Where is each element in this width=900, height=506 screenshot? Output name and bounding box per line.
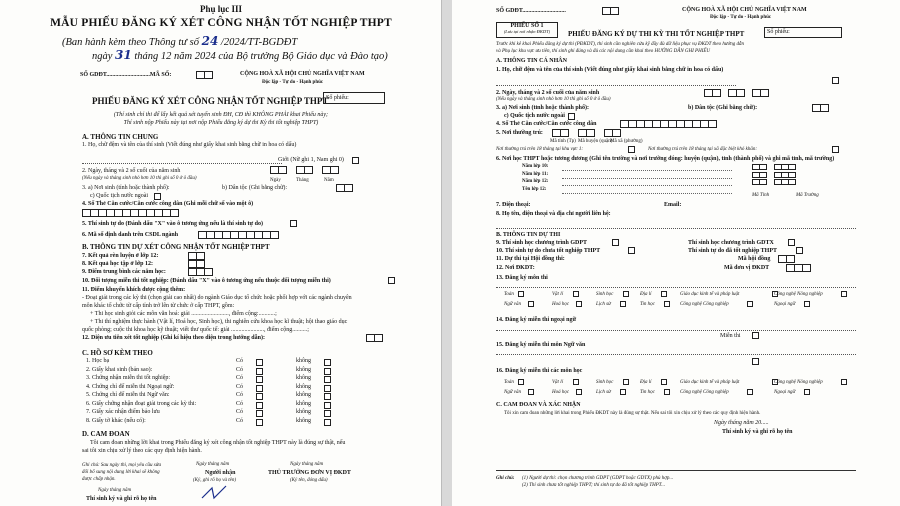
- phieu-so-label: PHIẾU SỐ 1: [510, 23, 544, 29]
- r-sign-title: Thí sinh ký và ghi rõ họ tên: [722, 429, 793, 435]
- q8-label: 8. Kết quả học tập ở lớp 12:: [82, 261, 153, 267]
- register-subject-label: Công nghệ Công nghiệp: [680, 302, 729, 307]
- register-subject-box[interactable]: [518, 291, 524, 297]
- school-year-line[interactable]: [562, 170, 732, 171]
- q11-line-b: môn khác tổ chức từ cấp tỉnh trở lên từ chức ở cấp THPT, gồm:: [82, 303, 235, 309]
- register-subject-label: Hoá học: [552, 302, 570, 307]
- date-line-3: Ngày tháng năm: [98, 488, 132, 493]
- attachment-khong-box[interactable]: [324, 385, 331, 392]
- r-footer-rule: [496, 470, 856, 471]
- school-code-boxes[interactable]: [752, 172, 795, 178]
- register-subject-box[interactable]: [623, 291, 629, 297]
- r-intro-2: và Phụ lục khu vực ưu tiên, thí sinh ghi đúng và đủ các nội dung cần khai theo HƯỚNG DẪN GHI PHIẾU: [496, 49, 711, 54]
- q1-line[interactable]: [82, 163, 282, 164]
- r-dbkk-box[interactable]: [832, 146, 839, 153]
- r-residence-boxes[interactable]: [552, 129, 620, 137]
- r-q3b: b) Dân tộc (Ghi bằng chữ):: [688, 105, 758, 111]
- q11-line-a: - Đoạt giải trong các kỳ thi (chọn giải cao nhất) do ngành Giáo dục tổ chức hoặc phối hợp với các ngành chuyên: [82, 295, 352, 301]
- r-dob-boxes[interactable]: [704, 89, 768, 97]
- r-mien-nn-box[interactable]: [752, 332, 759, 339]
- r-mien-van-box[interactable]: [752, 358, 759, 365]
- attachment-co-label: Có: [236, 366, 244, 373]
- r-nationality-box[interactable]: [568, 113, 575, 120]
- r-q13: 13. Đăng ký môn thi: [496, 275, 548, 281]
- r-q10: 10. Thí sinh tự do chưa tốt nghiệp THPT: [496, 248, 601, 254]
- attachment-co-box[interactable]: [256, 359, 263, 366]
- register-subject-label: Toán: [504, 292, 514, 297]
- exempt-subject-label: Sinh học: [596, 380, 614, 385]
- q2-note: (Nếu ngày và tháng sinh nhỏ hơn 10 thì ghi số 0 ở ô đầu): [82, 176, 197, 181]
- r-q9b: Thí sinh học chương trình GDTX: [688, 240, 774, 246]
- r-so-gddt: SỐ GDĐT.............................: [496, 8, 566, 14]
- exempt-subject-box[interactable]: [528, 389, 534, 395]
- subtitle-line-2: ngày 31 tháng 12 năm 2024 của Bộ trưởng Bộ Giáo dục và Đào tạo): [92, 48, 388, 62]
- register-subject-label: Ngữ văn: [504, 302, 522, 307]
- q11-label: 11. Điểm khuyến khích được cộng thêm:: [82, 287, 186, 293]
- dob-label-day: Ngày: [270, 178, 281, 183]
- attachment-label: 6. Giấy chứng nhận đoạt giải trong các kỳ thi:: [86, 400, 197, 407]
- exempt-subject-box[interactable]: [841, 379, 847, 385]
- r-q7: 7. Điện thoại:: [496, 202, 531, 208]
- section-d-heading: D. CAM ĐOAN: [82, 430, 130, 438]
- exempt-subject-label: Ngoại ngữ: [774, 390, 796, 395]
- q7-label: 7. Kết quả rèn luyện ở lớp 12:: [82, 253, 159, 259]
- r-q6: 6. Nơi học THPT hoặc tương đương (Ghi tên trường và nơi trường đóng: huyện (quận), tỉnh (thành phố) và ghi mã tỉnh, mã trường): [496, 156, 835, 162]
- attachment-co-box[interactable]: [256, 376, 263, 383]
- q9-label: 9. Điểm trung bình các năm học:: [82, 269, 166, 275]
- q9-boxes[interactable]: [188, 268, 212, 276]
- r-q11: 11. Dự thi tại Hội đồng thi:: [496, 256, 565, 262]
- attachment-khong-box[interactable]: [324, 402, 331, 409]
- attachment-khong-box[interactable]: [324, 393, 331, 400]
- register-subject-label: Tin học: [640, 302, 655, 307]
- exempt-subject-label: Toán: [504, 380, 514, 385]
- so-phieu-box[interactable]: Số phiếu:: [323, 92, 385, 104]
- gender-box[interactable]: [352, 157, 359, 164]
- attachment-co-box[interactable]: [256, 419, 263, 426]
- register-subject-box[interactable]: [804, 301, 810, 307]
- register-subject-label: Giáo dục kinh tế và pháp luật: [680, 292, 740, 297]
- exempt-subject-label: Công nghệ Nông nghiệp: [774, 380, 823, 385]
- r-email: Email:: [664, 202, 682, 208]
- exempt-subject-label: Hoá học: [552, 390, 570, 395]
- r-chua-tn-box[interactable]: [628, 247, 635, 254]
- r-gdpt-box[interactable]: [612, 239, 619, 246]
- attachment-label: 8. Giấy tờ khác (nếu có):: [86, 417, 146, 424]
- dob-label-month: Tháng: [296, 178, 309, 183]
- handwritten-day: 31: [115, 48, 132, 62]
- attachment-khong-box[interactable]: [324, 410, 331, 417]
- r-q2-note: (Nếu ngày và tháng sinh nhỏ hơn 10 thì ghi số 0 ở ô đầu): [496, 97, 611, 102]
- exempt-subject-label: Ngữ văn: [504, 390, 522, 395]
- exempt-box[interactable]: [388, 277, 395, 284]
- register-subject-box[interactable]: [576, 301, 582, 307]
- q10-label: 10. Đối tượng miễn thi tốt nghiệp: (Đánh dấu "X" vào ô tương ứng nếu thuộc đối tượng miễn thi): [82, 278, 331, 284]
- candidate-sign-title: Thí sinh ký và ghi rõ họ tên: [86, 496, 157, 502]
- r-footer-2: (2) Thí sinh chưa tốt nghiệp THPT; thí sinh tự do đã tốt nghiệp THPT...: [522, 483, 665, 488]
- r-q4: 4. Số Thẻ Căn cước/Căn cước công dân: [496, 121, 597, 127]
- section-a-heading: A. THÔNG TIN CHUNG: [82, 133, 159, 141]
- r-id-boxes[interactable]: [620, 120, 716, 128]
- register-subject-box[interactable]: [573, 291, 579, 297]
- note-line-1: (Thí sinh chỉ thi để lấy kết quả xét tuyển sinh ĐH, CĐ thì KHÔNG PHẢI khai Phiếu này;: [113, 112, 329, 118]
- note-line-2: Thí sinh nộp Phiếu này tại nơi nộp Phiếu đăng ký dự thi Kỳ thi tốt nghiệp THPT): [123, 120, 319, 126]
- attachment-khong-label: không: [296, 400, 311, 407]
- attachment-khong-label: không: [296, 409, 311, 415]
- r-section-b: B. THÔNG TIN DỰ THI: [496, 232, 561, 238]
- section-c-heading: C. HỒ SƠ KÈM THEO: [82, 349, 153, 357]
- attachment-label: 2. Giấy khai sinh (bản sao):: [86, 366, 153, 373]
- r-don-vi-boxes[interactable]: [786, 264, 810, 272]
- r-section-a: A. THÔNG TIN CÁ NHÂN: [496, 58, 567, 64]
- attachment-co-box[interactable]: [256, 385, 263, 392]
- section-b-heading: B. THÔNG TIN DỰ XÉT CÔNG NHẬN TỐT NGHIỆP THPT: [82, 243, 270, 251]
- r-da-tn-box[interactable]: [796, 247, 803, 254]
- r-q14-line: [496, 330, 856, 331]
- attachment-khong-box[interactable]: [324, 376, 331, 383]
- exempt-subject-box[interactable]: [620, 389, 626, 395]
- r-q3c: c) Quốc tịch nước ngoài: [504, 113, 565, 119]
- r-commit: Tôi xin cam đoan những lời khai trong Phiếu ĐKDT này là đúng sự thật. Nếu sai tôi xin chịu xử lý theo các quy định hiện hành.: [504, 411, 761, 416]
- q2-label: 2. Ngày, tháng và 2 số cuối của năm sinh: [82, 168, 181, 174]
- r-year-label-school: Mã Trường: [796, 193, 819, 198]
- r-year-label-province: Mã Tỉnh: [752, 193, 770, 198]
- register-subject-box[interactable]: [664, 301, 670, 307]
- r-q14: 14. Đăng ký miễn thi ngoại ngữ: [496, 317, 577, 323]
- attachment-label: 4. Chứng chỉ để miễn thi Ngoại ngữ:: [86, 383, 175, 390]
- exempt-subject-box[interactable]: [804, 389, 810, 395]
- attachment-label: 5. Chứng chỉ để miễn thi Ngữ văn:: [86, 392, 170, 398]
- r-q13-line: [496, 287, 856, 288]
- r-date-line: Ngày tháng năm 20.....: [714, 420, 769, 426]
- attachment-khong-box[interactable]: [324, 368, 331, 375]
- school-year-line[interactable]: [562, 185, 732, 186]
- ma-dinh-danh-boxes[interactable]: [198, 231, 278, 239]
- r-q10b: Thí sinh tự do đã tốt nghiệp THPT: [688, 248, 778, 254]
- republic-heading: CỘNG HOÀ XÃ HỘI CHỦ NGHĨA VIỆT NAM: [240, 71, 365, 77]
- subtitle-line-1: (Ban hành kèm theo Thông tư số 24 /2024/TT-BGDĐT: [62, 34, 298, 48]
- phieu-so-note: (Lưu tại nơi nhận ĐKDT): [503, 29, 551, 34]
- r-q12b: Mã đơn vị ĐKDT: [724, 265, 770, 271]
- attachment-co-label: Có: [236, 417, 244, 424]
- r-q5-label-1: Mã tỉnh (Tp): [550, 139, 576, 144]
- receiver-title: Người nhận: [205, 470, 236, 476]
- school-year-line[interactable]: [562, 178, 732, 179]
- exempt-subject-label: Lịch sử: [596, 390, 611, 395]
- attachment-khong-label: không: [296, 375, 311, 381]
- register-subject-box[interactable]: [620, 301, 626, 307]
- q3a-label: 3. a) Nơi sinh (tỉnh hoặc thành phố):: [82, 185, 170, 191]
- r-q5-label-2: Mã huyện (quận): [578, 139, 613, 144]
- head-note: (Ký tên, đóng dấu): [290, 478, 328, 483]
- r-section-c: C. CAM ĐOAN VÀ XÁC NHẬN: [496, 402, 581, 408]
- r-form-title: PHIẾU ĐĂNG KÝ DỰ THI KỲ THI TỐT NGHIỆP THPT: [568, 30, 745, 38]
- r-q15: 15. Đăng ký miễn thi môn Ngữ văn: [496, 342, 586, 348]
- r-q16: 16. Đăng ký miễn thi các môn học: [496, 368, 583, 374]
- r-footer-label: Ghi chú:: [496, 476, 515, 481]
- r-ethnic-boxes[interactable]: [812, 104, 828, 112]
- nationality-box[interactable]: [154, 193, 161, 200]
- r-so-phieu-box[interactable]: Số phiếu:: [764, 27, 842, 38]
- register-subject-label: Vật lí: [552, 292, 563, 297]
- exempt-subject-box[interactable]: [518, 379, 524, 385]
- q11-line-d: + Thi thí nghiệm thực hành (Vật lí, Hoá học, Sinh học), thi nghiên cứu khoa học kĩ thuật; hội thao giáo dục: [90, 319, 348, 325]
- school-year-label: Năm lớp 10:: [522, 164, 549, 169]
- register-subject-label: Ngoại ngữ: [774, 302, 796, 307]
- school-year-label: Năm lớp 11:: [522, 171, 549, 177]
- register-subject-box[interactable]: [841, 291, 847, 297]
- attachment-label: 7. Giấy xác nhận điểm bảo lưu: [86, 409, 160, 415]
- attachment-co-box[interactable]: [256, 393, 263, 400]
- attachment-co-box[interactable]: [256, 402, 263, 409]
- date-line-1: Ngày tháng năm: [196, 462, 230, 467]
- r-gender-box[interactable]: [832, 77, 839, 84]
- attachment-co-box[interactable]: [256, 410, 263, 417]
- exempt-subject-label: Địa lí: [640, 380, 652, 385]
- r-so-gddt-boxes[interactable]: [602, 7, 618, 15]
- left-page-registration-form: [0, 0, 442, 506]
- attachment-khong-label: không: [296, 417, 311, 424]
- register-subject-box[interactable]: [528, 301, 534, 307]
- r-q5: 5. Nơi thường trú:: [496, 130, 543, 136]
- r-q12: 12. Nơi ĐKDT:: [496, 265, 535, 271]
- exempt-subject-box[interactable]: [664, 389, 670, 395]
- attachment-label: 1. Học bạ: [86, 358, 110, 364]
- r-republic-heading: CỘNG HOÀ XÃ HỘI CHỦ NGHĨA VIỆT NAM: [682, 7, 807, 13]
- attachment-khong-label: không: [296, 358, 311, 364]
- r-q5-note-2: Nơi thường trú trên 18 tháng tại xã đặc biệt khó khăn:: [648, 147, 758, 152]
- q12-label: 12. Diện ưu tiên xét tốt nghiệp (Ghi kí hiệu theo diện trong hướng dẫn):: [82, 335, 265, 341]
- exempt-subject-box[interactable]: [747, 389, 753, 395]
- r-q8: 8. Họ tên, điện thoại và địa chỉ người liên hệ:: [496, 211, 611, 217]
- date-line-2: Ngày tháng năm: [290, 462, 324, 467]
- form-title: PHIẾU ĐĂNG KÝ XÉT CÔNG NHẬN TỐT NGHIỆP THPT: [92, 96, 329, 106]
- exempt-subject-box[interactable]: [573, 379, 579, 385]
- q3c-label: c) Quốc tịch nước ngoài: [90, 193, 149, 199]
- receiver-note: (Ký, ghi rõ họ và tên): [193, 478, 237, 483]
- attachment-khong-label: không: [296, 392, 311, 398]
- r-q9: 9. Thí sinh học chương trình GDPT: [496, 240, 588, 246]
- gender-label: Giới (Nữ ghi 1, Nam ghi 0): [278, 157, 344, 163]
- exempt-subject-label: Tin học: [640, 390, 655, 395]
- commit-line-1: Tôi cam đoan những lời khai trong Phiếu đăng ký xét công nhận tốt nghiệp THPT này là đúng sự thật, nếu: [90, 440, 346, 446]
- r-q1-line[interactable]: [496, 85, 736, 86]
- exempt-subject-box[interactable]: [661, 379, 667, 385]
- attachment-co-label: Có: [236, 409, 244, 415]
- school-year-label: Năm lớp 12:: [522, 179, 549, 184]
- r-q8-line[interactable]: [496, 228, 856, 229]
- attachment-khong-box[interactable]: [324, 419, 331, 426]
- attachment-khong-label: không: [296, 383, 311, 390]
- ghi-chu-note: Ghi chú: Sau ngày thi, mọi yêu cầu sửa đổi bổ sung nội dung lời khai sẽ không được chấp nhận.: [82, 463, 161, 482]
- school-code-boxes[interactable]: [752, 164, 795, 170]
- attachment-co-label: Có: [236, 392, 244, 398]
- register-subject-box[interactable]: [747, 301, 753, 307]
- q7-boxes[interactable]: [188, 252, 204, 260]
- ethnic-boxes[interactable]: [336, 184, 352, 192]
- attachment-label: 3. Chứng nhận miễn thi tốt nghiệp:: [86, 375, 171, 381]
- q6-label: 6. Mã số định danh trên CSDL ngành: [82, 232, 179, 238]
- exempt-subject-label: Giáo dục kinh tế và pháp luật: [680, 380, 740, 385]
- school-year-label: Tên lớp 12:: [522, 186, 547, 192]
- exempt-subject-label: Công nghệ Công nghiệp: [680, 390, 729, 395]
- q11-line-e: quốc phòng; cuộc thi khoa học kỹ thuật; viết thư quốc tế: giải ......................, điểm cộng..........;: [82, 327, 309, 333]
- attachment-co-label: Có: [236, 375, 244, 381]
- school-code-boxes[interactable]: [752, 179, 795, 185]
- dob-boxes[interactable]: [270, 166, 338, 174]
- q5-label: 5. Thí sinh tự do (Đánh dấu "X" vào ô tương ứng nếu là thí sinh tự do): [82, 221, 263, 227]
- q4-label: 4. Số Thẻ Căn cước/Căn cước công dân (Ghi mỗi chữ số vào một ô): [82, 201, 254, 207]
- so-gddt-label: SỐ GDĐT.............................MÃ SỐ:: [80, 72, 172, 78]
- attachment-khong-label: không: [296, 366, 311, 373]
- right-page-exam-form: [452, 0, 900, 506]
- register-subject-label: Lịch sử: [596, 302, 611, 307]
- r-gdtx-box[interactable]: [788, 239, 795, 246]
- handwritten-number: 24: [201, 34, 219, 48]
- r-kv1-box[interactable]: [628, 146, 635, 153]
- q3b-label: b) Dân tộc (Ghi bằng chữ):: [222, 185, 288, 191]
- commit-line-2: sai tôi xin chịu xử lý theo các quy định hiện hành.: [82, 448, 202, 454]
- ma-so-boxes[interactable]: [196, 71, 212, 79]
- exempt-subject-label: Vật lí: [552, 380, 563, 385]
- register-subject-label: Địa lí: [640, 292, 652, 297]
- q12-boxes[interactable]: [366, 334, 382, 342]
- r-q1: 1. Họ, chữ đệm và tên của thí sinh (Viết đúng như giấy khai sinh bằng chữ in hoa có dấu): [496, 67, 724, 73]
- signature-mark: [200, 484, 230, 502]
- r-q3a: 3. a) Nơi sinh (tỉnh hoặc thành phố):: [496, 105, 590, 111]
- exempt-subject-box[interactable]: [623, 379, 629, 385]
- attachment-co-label: Có: [236, 383, 244, 390]
- r-motto: Độc lập - Tự do - Hạnh phúc: [710, 15, 772, 20]
- register-subject-box[interactable]: [661, 291, 667, 297]
- r-q5-label-3: Mã xã (phường): [610, 139, 643, 144]
- register-subject-label: Sinh học: [596, 292, 614, 297]
- r-hoi-dong-boxes[interactable]: [778, 255, 794, 263]
- phieu-so-box: [496, 22, 558, 38]
- q1-label: 1. Họ, chữ đệm và tên của thí sinh (Viết đúng như giấy khai sinh bằng chữ in hoa có dấu): [82, 142, 297, 148]
- school-year-line[interactable]: [562, 193, 732, 194]
- attachment-co-label: Có: [236, 358, 244, 364]
- exempt-subject-box[interactable]: [576, 389, 582, 395]
- appendix-label: Phụ lục III: [199, 4, 243, 14]
- free-candidate-box[interactable]: [290, 220, 297, 227]
- r-q5-note: Nơi thường trú trên 18 tháng tại khu vực 1:: [496, 147, 584, 152]
- register-subject-label: Công nghệ Nông nghiệp: [774, 292, 823, 297]
- id-number-boxes[interactable]: [82, 209, 178, 217]
- q11-line-c: + Thi học sinh giỏi các môn văn hoá: giải ........................., điểm cộng:...........;: [90, 311, 277, 317]
- motto: Độc lập - Tự do - Hạnh phúc: [262, 80, 324, 85]
- q8-boxes[interactable]: [188, 260, 204, 268]
- r-q15-line: [496, 354, 856, 355]
- attachment-co-box[interactable]: [256, 368, 263, 375]
- r-footer-1: (1) Người dự thi: chọn chương trình GDPT (GDPT hoặc GDTX) phù hợp...: [522, 476, 674, 481]
- document-title: MẪU PHIẾU ĐĂNG KÝ XÉT CÔNG NHẬN TỐT NGHIỆP THPT: [50, 17, 392, 29]
- attachment-khong-box[interactable]: [324, 359, 331, 366]
- attachment-co-label: Có: [236, 400, 244, 407]
- dob-label-year: Năm: [324, 178, 334, 183]
- r-q2: 2. Ngày, tháng và 2 số cuối của năm sinh: [496, 90, 600, 96]
- r-q11b: Mã hội đồng: [738, 256, 771, 262]
- r-q14-mien: Miễn thi: [720, 333, 741, 339]
- head-title: THỦ TRƯỞNG ĐƠN VỊ ĐKDT: [268, 470, 351, 476]
- r-intro-1: Trước khi kê khai Phiếu đăng ký dự thi (PĐKDT), thí sinh cần nghiên cứu kỹ đầy đủ dữ liệu phục vụ ĐKDT theo hướng dẫn: [496, 42, 745, 47]
